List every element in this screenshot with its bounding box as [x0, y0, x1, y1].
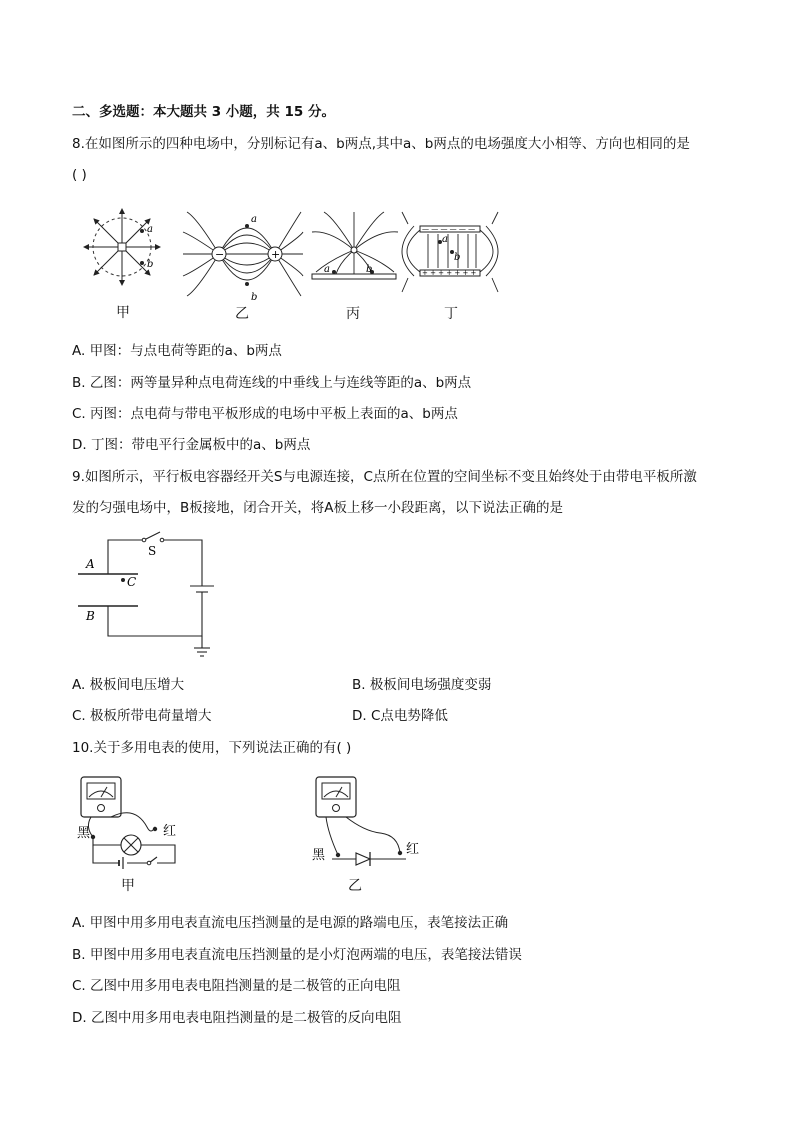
multimeter-bulb-circuit	[75, 775, 190, 890]
label-b: b	[366, 264, 373, 275]
label-b: b	[454, 252, 461, 263]
q9-option-c[interactable]: C. 极板所带电荷量增大	[72, 708, 212, 724]
section-header: 二、多选题：本大题共 3 小题，共 15 分。	[72, 104, 335, 120]
q8-stem-line1: 8.在如图所示的四种电场中，分别标记有a、b两点,其中a、b两点的电场强度大小相等、方向也相同的是	[72, 136, 690, 152]
plate-a-label: A	[86, 557, 95, 571]
q8-figure-ding	[400, 208, 500, 322]
q9-stem-line1: 9.如图所示，平行板电容器经开关S与电源连接，C点所在位置的空间坐标不变且始终处于由带电平板所激	[72, 469, 697, 485]
q8-option-c[interactable]: C. 丙图：点电荷与带电平板形成的电场中平板上表面的a、b两点	[72, 406, 458, 422]
q8-stem-line2: ( )	[72, 167, 87, 183]
q9-circuit-figure	[72, 528, 222, 668]
svg-text:— — — — — —: — — — — — —	[422, 225, 476, 233]
q10-figure-yi	[310, 775, 430, 894]
fig-label-ding: 丁	[444, 306, 458, 322]
q9-option-d[interactable]: D. C点电势降低	[352, 708, 448, 724]
switch-label: S	[148, 544, 157, 558]
q10-caption-jia: 甲	[121, 878, 135, 894]
svg-text:+ + + + + + +: + + + + + + +	[422, 269, 477, 277]
q10-figure-jia	[75, 775, 190, 894]
capacitor-circuit-diagram	[72, 528, 222, 668]
dipole-field-diagram	[183, 208, 303, 303]
red-probe-label: 红	[406, 842, 420, 857]
point-charge-field-diagram	[80, 205, 170, 295]
red-probe-label: 红	[163, 824, 177, 839]
plus-charge-label: +	[271, 248, 281, 261]
q8-option-b[interactable]: B. 乙图：两等量异种点电荷连线的中垂线上与连线等距的a、b两点	[72, 375, 472, 391]
q9-stem-line2: 发的匀强电场中，B板接地，闭合开关，将A板上移一小段距离，以下说法正确的是	[72, 500, 563, 516]
charge-plate-field-diagram	[310, 210, 400, 290]
fig-label-bing: 丙	[346, 306, 360, 322]
label-b: b	[251, 292, 258, 303]
label-a: a	[324, 264, 330, 275]
q9-option-b[interactable]: B. 极板间电场强度变弱	[352, 677, 492, 693]
q10-stem: 10.关于多用电表的使用，下列说法正确的有( )	[72, 740, 352, 756]
q10-option-a[interactable]: A. 甲图中用多用电表直流电压挡测量的是电源的路端电压，表笔接法正确	[72, 915, 509, 931]
label-b: b	[147, 259, 154, 270]
label-a: a	[442, 234, 448, 245]
label-a: a	[251, 214, 257, 225]
black-probe-label: 黑	[312, 848, 326, 863]
fig-label-jia: 甲	[116, 305, 130, 321]
minus-charge-label: −	[215, 248, 225, 261]
q8-figure-jia	[80, 205, 170, 321]
q8-figure-bing	[310, 210, 400, 322]
fig-label-yi: 乙	[235, 306, 249, 322]
label-a: a	[147, 224, 153, 235]
plate-b-label: B	[86, 609, 95, 623]
black-probe-label: 黑	[77, 826, 91, 841]
multimeter-diode-circuit	[310, 775, 430, 875]
parallel-plates-field-diagram	[400, 208, 500, 298]
q10-option-b[interactable]: B. 甲图中用多用电表直流电压挡测量的是小灯泡两端的电压，表笔接法错误	[72, 947, 522, 963]
q8-option-a[interactable]: A. 甲图：与点电荷等距的a、b两点	[72, 343, 282, 359]
q10-option-c[interactable]: C. 乙图中用多用电表电阻挡测量的是二极管的正向电阻	[72, 978, 401, 994]
q8-figure-yi	[183, 208, 303, 322]
point-c-label: C	[127, 575, 137, 589]
q10-caption-yi: 乙	[348, 878, 362, 894]
q9-option-a[interactable]: A. 极板间电压增大	[72, 677, 185, 693]
q10-option-d[interactable]: D. 乙图中用多用电表电阻挡测量的是二极管的反向电阻	[72, 1010, 402, 1026]
q8-option-d[interactable]: D. 丁图：带电平行金属板中的a、b两点	[72, 437, 311, 453]
